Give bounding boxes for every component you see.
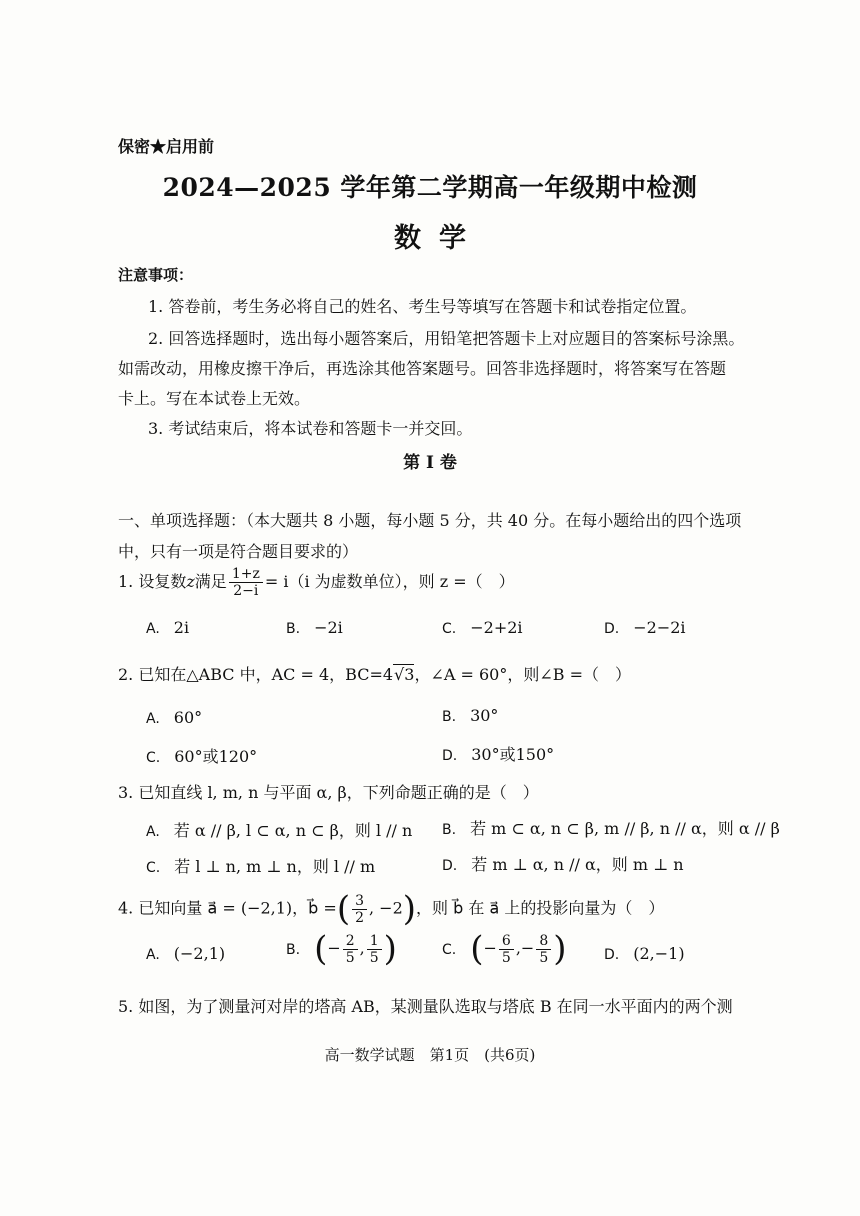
exam-title: 2024—2025 学年第二学期高一年级期中检测 xyxy=(162,173,698,202)
subject-title: 数学 xyxy=(394,223,484,254)
q4-option-c[interactable]: C. (− $\frac{6}{5}$ ,− $\frac{8}{5}$ ) xyxy=(442,929,567,969)
q2-post: ，∠A = 60°，则∠B =（ ） xyxy=(414,665,631,684)
q4-option-a[interactable]: A. (−2,1) xyxy=(146,944,226,963)
q1-mid: 满足 xyxy=(194,572,227,591)
q2-sqrt: √3 xyxy=(394,665,415,684)
q1-option-c[interactable]: C. −2+2i xyxy=(442,618,523,637)
q2-option-d[interactable]: D. 30°或150° xyxy=(442,745,555,764)
notice-item-2-line2: 如需改动，用橡皮擦干净后，再选涂其他答案题号。回答非选择题时，将答案写在答题 xyxy=(118,359,727,378)
q4-post: ，则 b⃗ 在 a⃗ 上的投影向量为（ ） xyxy=(416,898,665,918)
question-5-stem: 5. 如图，为了测量河对岸的塔高 AB，某测量队选取与塔底 B 在同一水平面内的两个测 xyxy=(118,997,733,1016)
q4-option-d[interactable]: D. (2,−1) xyxy=(604,944,685,963)
q4-b-fraction: $\frac{3}{2}$ xyxy=(352,893,367,926)
question-4-stem: 4. 已知向量 a⃗ = (−2,1)，b⃗ =( $\frac{3}{2}$ , −2)，则 b⃗ 在 a⃗ 上的投影向量为（ ） xyxy=(118,889,665,929)
confidential-mark: 保密★启用前 xyxy=(118,137,215,156)
question-1-stem xyxy=(118,566,515,599)
volume-heading: 第 I 卷 xyxy=(403,453,457,473)
question-3-stem: 3. 已知直线 l, m, n 与平面 α, β，下列命题正确的是（ ） xyxy=(118,783,539,802)
q3-option-d[interactable]: D. 若 m ⊥ α, n // α，则 m ⊥ n xyxy=(442,855,684,874)
q1-fraction xyxy=(229,566,263,599)
notice-item-1: 1. 答卷前，考生务必将自己的姓名、考生号等填写在答题卡和试卷指定位置。 xyxy=(148,297,697,316)
q2-option-b[interactable]: B. 30° xyxy=(442,706,499,725)
q4-option-b[interactable]: B. (− $\frac{2}{5}$ , $\frac{1}{5}$ ) xyxy=(286,929,397,969)
q1-pre: 1. 设复数 xyxy=(118,572,187,591)
q3-option-c[interactable]: C. 若 l ⊥ n, m ⊥ n，则 l // m xyxy=(146,857,376,876)
q1-frac-num: 1+z xyxy=(229,566,263,583)
q1-option-a[interactable]: A. 2i xyxy=(146,618,190,637)
notice-heading: 注意事项： xyxy=(118,266,194,284)
notice-item-3: 3. 考试结束后，将本试卷和答题卡一并交回。 xyxy=(148,419,473,438)
q2-pre: 2. 已知在△ABC 中，AC = 4，BC=4 xyxy=(118,665,394,684)
q4-pre: 4. 已知向量 a⃗ = (−2,1)，b⃗ = xyxy=(118,898,337,918)
question-2-stem xyxy=(118,662,631,685)
q1-post: = i（i 为虚数单位），则 z =（ ） xyxy=(264,572,515,591)
q2-option-c[interactable]: C. 60°或120° xyxy=(146,747,258,766)
q3-option-b[interactable]: B. 若 m ⊂ α, n ⊂ β, m // β, n // α，则 α // β xyxy=(442,819,780,838)
q1-var: z xyxy=(186,572,195,591)
q2-option-a[interactable]: A. 60° xyxy=(146,708,203,727)
q1-frac-den: 2−i xyxy=(233,583,259,599)
notice-item-2-line3: 卡上。写在本试卷上无效。 xyxy=(118,389,311,408)
q1-option-b[interactable]: B. −2i xyxy=(286,618,343,637)
q3-option-a[interactable]: A. 若 α // β, l ⊂ α, n ⊂ β，则 l // n xyxy=(146,821,413,840)
section-1-heading-line1: 一、单项选择题：（本大题共 8 小题，每小题 5 分，共 40 分。在每小题给出的四个选项 xyxy=(118,511,742,530)
section-1-heading-line2: 中，只有一项是符合题目要求的） xyxy=(118,542,359,561)
notice-item-2-line1: 2. 回答选择题时，选出每小题答案后，用铅笔把答题卡上对应题目的答案标号涂黑。 xyxy=(148,329,745,348)
page-footer: 高一数学试题 第1页 (共6页) xyxy=(324,1046,536,1064)
q1-option-d[interactable]: D. −2−2i xyxy=(604,618,686,637)
